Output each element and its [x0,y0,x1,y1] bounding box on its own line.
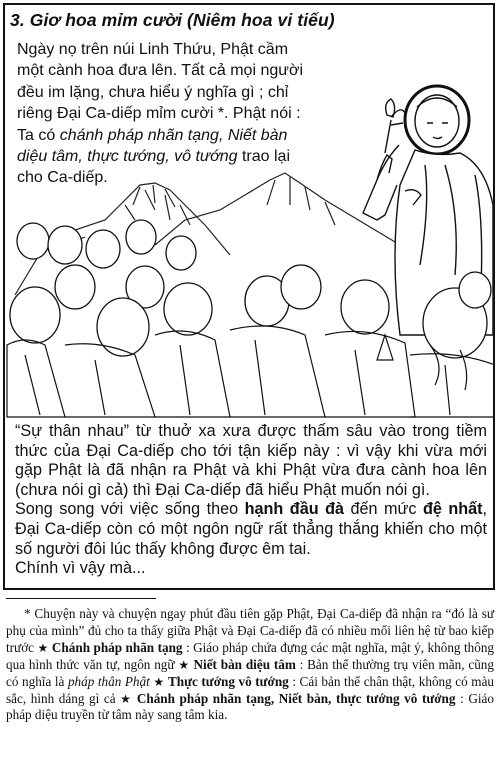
story-italic: diệu tâm, thực tướng, vô tướng [17,148,238,166]
narration-box [15,420,487,579]
narration-paragraph: Chính vì vậy mà... [15,559,146,578]
footnote-text: * Chuyện này và chuyện ngay phút đầu tiên gặp Phật, Đại Ca-diếp đã nhận ra “đó là sư phụ của mình” đủ cho ta thấy giữa Phật và Đại Ca-diếp đã có nhiều mối liên hệ từ bao kiếp trước [6,606,494,655]
narration-paragraph [15,500,487,559]
footnote-text: : Giáo pháp chứa đựng các mật nghĩa, mật ý, không thông qua hình thức văn tự, ngôn ngữ [6,639,495,672]
footnote-text: : Bản thể thường trụ viên mãn, cũng có nghĩa là [6,656,494,689]
footnote-term: Thực tướng vô tướng [167,673,289,689]
narration-paragraph: “Sự thân nhau” từ thuở xa xưa được thấm sâu vào trong tiềm thức của Đại Ca-diếp cho tới tận kiếp này : vì vậy khi vừa mới gặp Phật là đã nhận ra Phật và khi Phật vừa đưa cành hoa lên (chưa nói gì cả) thì Đại Ca-diếp đã hiểu Phật muốn nói gì. [15,422,487,499]
story-line [17,146,377,167]
narration-bold: đệ nhất [422,500,483,519]
footnote-term: Chánh pháp nhãn tạng [51,639,183,655]
footnote-term: Niết bàn diệu tâm [193,656,296,672]
story-line: cho Ca-diếp. [17,169,108,187]
footnote-text: : Cái bản thể chân thật, không có màu sắc, hình dáng gì cả [6,673,495,706]
story-italic: chánh pháp nhãn tạng, Niết bàn [59,126,288,144]
panel-title: 3. Giơ hoa mỉm cười (Niêm hoa vi tiếu) [10,10,335,30]
comic-panel [3,3,495,590]
footnote-divider [6,598,156,599]
narration-text: , Đại Ca-diếp còn có một ngôn ngữ rất thẳng thắng khiến cho một số người đôi lúc thấy không được êm tai. [15,500,488,558]
footnote-italic: pháp thân Phật [67,673,150,689]
story-line [17,125,377,146]
star-icon: ★ [153,674,165,689]
footnote-term: Chánh pháp nhãn tạng, Niết bàn, thực tướng vô tướng [136,690,456,706]
story-caption [17,39,377,189]
story-text: trao lại [237,148,290,166]
star-icon: ★ [178,657,190,672]
story-line: riêng Đại Ca-diếp mỉm cười *. Phật nói : [17,105,301,123]
story-text: Ta có [17,126,60,144]
footnote-paragraph [6,606,494,724]
story-line: Ngày nọ trên núi Linh Thứu, Phật cầm [17,41,289,58]
narration-bold: hạnh đầu đà [244,500,344,519]
footnote [6,606,494,724]
footnote-text: : Giáo pháp diệu truyền từ tâm này sang tâm kia. [6,690,494,723]
narration-text: Song song với việc sống theo [15,500,245,519]
monks-robes [7,326,495,417]
star-icon: ★ [37,640,49,655]
story-line: một cành hoa đưa lên. Tất cả mọi người [17,62,303,80]
narration-text: đến mức [344,500,423,519]
star-icon: ★ [120,691,133,706]
story-line: đều im lặng, chưa hiểu ý nghĩa gì ; chỉ [17,83,289,101]
